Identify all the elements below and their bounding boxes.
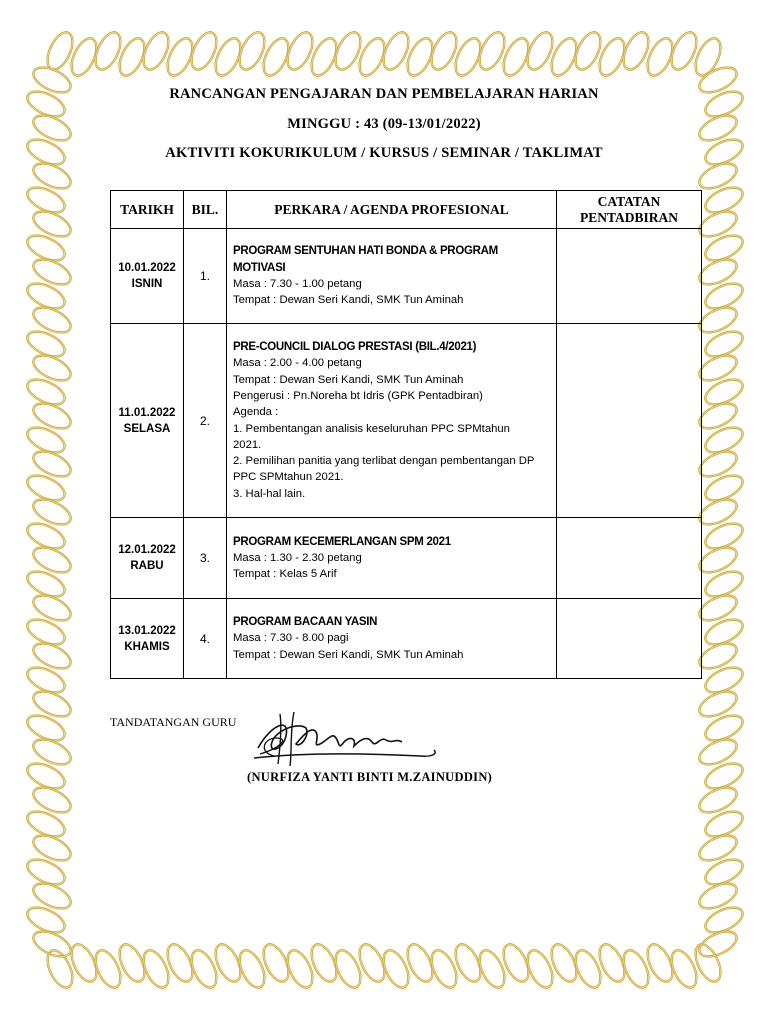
agenda-title: PROGRAM SENTUHAN HATI BONDA & PROGRAM (233, 245, 498, 258)
col-header-num: BIL. (184, 191, 227, 229)
table-row (111, 599, 702, 679)
agenda-detail-line: 2021. (233, 438, 262, 451)
signature-label: TANDATANGAN GURU (110, 715, 237, 729)
agenda-detail-line: PPC SPMtahun 2021. (233, 471, 344, 484)
agenda-title: PROGRAM KECEMERLANGAN SPM 2021 (233, 535, 451, 548)
date-cell (111, 518, 184, 599)
agenda-detail-line: Masa : 2.00 - 4.00 petang (233, 357, 362, 370)
agenda-detail-line: 3. Hal-hal lain. (233, 487, 306, 500)
item-number: 1. (184, 229, 227, 324)
activity-subtitle: AKTIVITI KOKURIKULUM / KURSUS / SEMINAR / TAKLIMAT (165, 145, 603, 161)
item-number: 3. (184, 518, 227, 599)
item-number: 2. (184, 324, 227, 518)
agenda-title: MOTIVASI (233, 261, 286, 274)
day-value: ISNIN (131, 278, 163, 290)
date-value: 11.01.2022 (118, 406, 176, 419)
col-header-date: TARIKH (111, 191, 184, 229)
agenda-cell (227, 324, 557, 518)
col-header-notes-line1: CATATAN (597, 193, 661, 209)
agenda-cell (227, 229, 557, 324)
agenda-detail-line: Agenda : (233, 406, 279, 419)
agenda-detail-line: Pengerusi : Pn.Noreha bt Idris (GPK Pentadbiran) (233, 389, 483, 402)
agenda-detail-line: Tempat : Dewan Seri Kandi, SMK Tun Aminah (233, 648, 464, 661)
agenda-detail-line: Tempat : Dewan Seri Kandi, SMK Tun Aminah (233, 294, 464, 307)
agenda-detail-line: Masa : 1.30 - 2.30 petang (233, 551, 362, 564)
agenda-cell (227, 599, 557, 679)
agenda-detail-line: Tempat : Kelas 5 Arif (233, 568, 337, 581)
date-cell (111, 599, 184, 679)
handwritten-signature-icon (250, 708, 440, 770)
col-header-agenda: PERKARA / AGENDA PROFESIONAL (227, 191, 557, 229)
date-cell (111, 229, 184, 324)
admin-note-cell (557, 324, 702, 518)
agenda-detail-line: Tempat : Dewan Seri Kandi, SMK Tun Aminah (233, 373, 464, 386)
agenda-title: PRE-COUNCIL DIALOG PRESTASI (BIL.4/2021) (233, 341, 477, 354)
date-value: 13.01.2022 (118, 624, 176, 637)
date-value: 12.01.2022 (118, 544, 176, 556)
week-label: MINGGU : 43 (09-13/01/2022) (287, 116, 481, 132)
table-row (111, 518, 702, 599)
table-row (111, 229, 702, 324)
table-row (111, 324, 702, 518)
date-value: 10.01.2022 (118, 262, 176, 274)
agenda-detail-line: Masa : 7.30 - 1.00 petang (233, 278, 362, 290)
admin-note-cell (557, 229, 702, 324)
activity-table (110, 190, 702, 679)
day-value: KHAMIS (124, 640, 170, 653)
agenda-detail-line: Masa : 7.30 - 8.00 pagi (233, 632, 349, 645)
admin-note-cell (557, 599, 702, 679)
item-number: 4. (184, 599, 227, 679)
day-value: SELASA (123, 422, 171, 435)
agenda-title: PROGRAM BACAAN YASIN (233, 616, 378, 629)
col-header-notes (557, 191, 702, 229)
day-value: RABU (130, 560, 164, 572)
admin-note-cell (557, 518, 702, 599)
agenda-detail-line: 2. Pemilihan panitia yang terlibat dengan pembentangan DP (233, 455, 535, 468)
table-header-row (111, 191, 702, 229)
agenda-cell (227, 518, 557, 599)
document-title: RANCANGAN PENGAJARAN DAN PEMBELAJARAN HARIAN (169, 86, 599, 102)
col-header-notes-line2: PENTADBIRAN (579, 209, 678, 225)
date-cell (111, 324, 184, 518)
agenda-detail-line: 1. Pembentangan analisis keseluruhan PPC SPMtahun (233, 422, 510, 435)
teacher-name: (NURFIZA YANTI BINTI M.ZAINUDDIN) (247, 770, 493, 784)
